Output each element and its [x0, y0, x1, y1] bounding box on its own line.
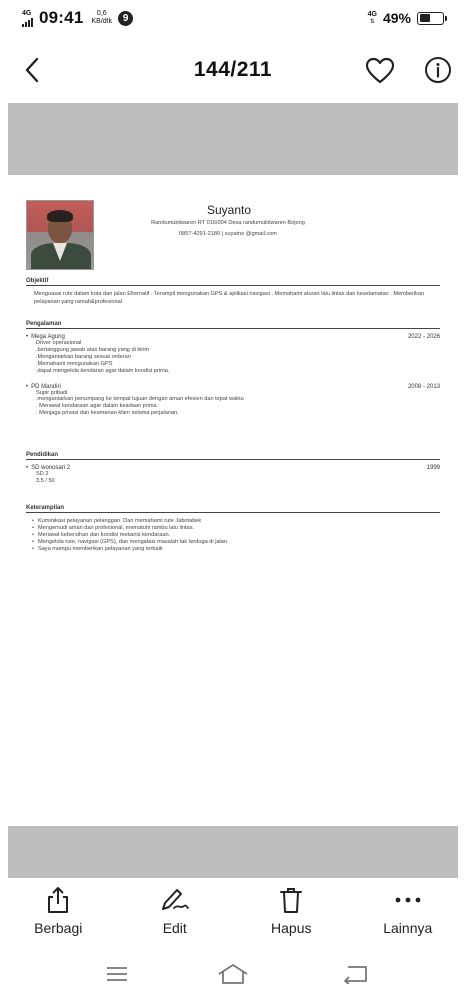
experience-item: [26, 334, 440, 375]
resume-contact: 0857-4291-2180 | suyatno @gmail.com: [179, 231, 277, 237]
resume-document[interactable]: [8, 175, 458, 826]
job-duty: .Memahami mengunakan GPS: [36, 360, 113, 367]
trash-icon: [279, 886, 303, 914]
notification-badge: 9: [118, 11, 133, 26]
nav-back-button[interactable]: [338, 962, 372, 986]
pen-icon: [160, 887, 190, 913]
more-label: Lainnya: [383, 920, 433, 936]
battery-icon: [417, 12, 444, 25]
system-navigation-bar: [0, 958, 466, 990]
skills-section: [26, 505, 440, 553]
skill-item: • Mengemudi aman dan profesional, mematuhi rambu lalu lintas.: [26, 525, 440, 532]
clock: 09:41: [39, 8, 84, 27]
job-duty: .mengantarkan penumpang ke tempat tujuan dengan aman efesien dan tepat waktu: [36, 396, 244, 403]
battery-fill: [420, 14, 431, 22]
resume-name: Suyanto: [206, 203, 252, 217]
edit-button[interactable]: [117, 884, 234, 944]
education-item: [26, 465, 440, 485]
skill-item: • Kuminikasi pelayanan pelanggan. Dan memahami rute Jabotabek: [26, 518, 440, 525]
home-icon: [217, 963, 249, 985]
battery-percent: 49%: [382, 10, 411, 26]
graduation-year: 1999: [426, 465, 440, 471]
job-role: Supir pribadi: [36, 389, 68, 396]
objective-section: [26, 278, 440, 306]
experience-section: [26, 321, 440, 426]
job-duty: .Mengantarkan barang sesuai orderan: [36, 353, 131, 360]
nav-home-button[interactable]: [216, 962, 250, 986]
education-section: [26, 452, 440, 494]
share-icon: [46, 886, 70, 914]
experience-item: [26, 384, 440, 418]
more-button[interactable]: [350, 884, 466, 944]
signal-icon: [22, 18, 33, 27]
heart-icon: [365, 57, 395, 84]
job-duty: . Merawat kendaraan agar dalam keadaan prima: [36, 403, 157, 410]
skills-title: Keterampilan: [26, 505, 440, 513]
network-type-right: 4G: [367, 10, 377, 18]
share-label: Berbagi: [34, 920, 83, 936]
speed-unit: KB/dtk: [91, 18, 113, 25]
status-bar: [0, 0, 466, 36]
company-name: • Mega Agung: [32, 334, 65, 340]
menu-icon: [106, 966, 128, 982]
skill-item: • Saya mampu memberikan pelayanan yang terbaik: [26, 546, 440, 553]
data-arrows-icon: ⇅: [369, 18, 375, 25]
back-icon: [342, 964, 368, 984]
skill-item: • Merawat kebersihan dan kondisi mekanis kendaraan.: [26, 532, 440, 539]
viewer-margin-top: [8, 103, 458, 175]
experience-title: Pengalaman: [26, 321, 440, 329]
delete-label: Hapus: [271, 920, 312, 936]
education-level: SD 2: [36, 471, 49, 477]
action-toolbar: [0, 884, 466, 944]
nav-menu-button[interactable]: [100, 962, 134, 986]
profile-photo: [26, 200, 94, 270]
job-duty: . Menjaga privasi dan keamanan klien selama perjalanan.: [36, 410, 179, 417]
info-icon: [424, 56, 452, 84]
page-counter: 144/211: [193, 58, 273, 81]
company-name: • PD Mandiri: [32, 384, 61, 390]
school-name: • SD wonosari 2: [32, 465, 70, 471]
viewer-header: [0, 48, 466, 92]
info-button[interactable]: [423, 55, 453, 85]
job-role: Driver operasional: [36, 340, 82, 346]
skill-item: • Mengelola rute, navigasi (GPS), dan mengatasi masalah tak terduga di jalan.: [26, 539, 440, 546]
favorite-button[interactable]: [364, 55, 396, 85]
mobile-data-indicator: [368, 11, 377, 26]
viewer-margin-bottom: [8, 826, 458, 878]
edit-label: Edit: [162, 920, 187, 936]
job-duty: .bertanggung jawab atas barang yang di kirim: [36, 346, 150, 353]
job-duty: .dapat mengelola kendaran agar dalam kondisi prima.: [36, 367, 170, 374]
objective-title: Objektif: [26, 278, 440, 286]
share-button[interactable]: [0, 884, 117, 944]
delete-button[interactable]: [233, 884, 350, 944]
network-speed: [91, 10, 112, 26]
work-period: 2022 - 2026: [407, 334, 440, 340]
network-indicator: [22, 10, 33, 27]
education-score: 3.5 / 50: [36, 477, 55, 484]
resume-address: Randumuktiwaren RT 016/004 Desa randumuktiwaren Bojong: [151, 220, 305, 226]
education-title: Pendidikan: [26, 452, 440, 460]
speed-value: 0,6: [96, 10, 107, 17]
objective-text: Menguasai rute dalam kota dan jalan Elternatif . Terampil mengunakan GPS & aplikasi navigasi . Memahami aturan lalu lintas dan keselamatan . Memberikan pelayanan yang ramah&profesional: [34, 291, 425, 305]
more-dots-icon: [394, 896, 422, 904]
network-type: 4G: [22, 9, 32, 17]
work-period: 2008 - 2013: [407, 383, 440, 390]
